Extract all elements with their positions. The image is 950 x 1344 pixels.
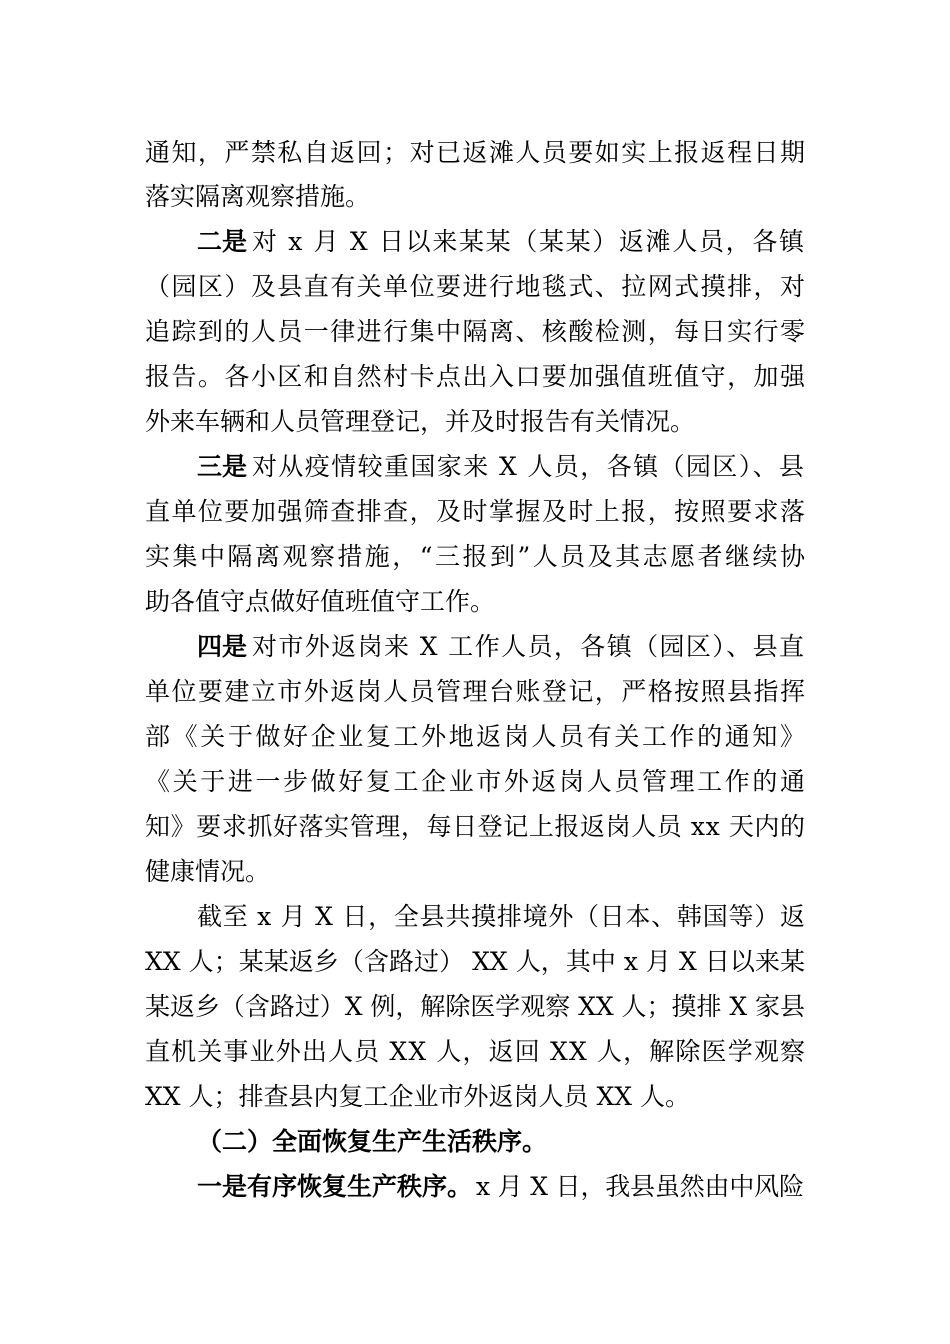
text-line [0,130,950,176]
text-line [0,759,950,805]
text-line [0,804,950,850]
paragraph-text: 直单位要加强筛查排查，及时掌握及时上报，按照要求落 [145,497,807,526]
paragraph-text: 健康情况。 [145,857,271,886]
text-line [0,174,950,220]
paragraph-text: 落实隔离观察措施。 [145,182,371,211]
text-line [0,219,950,265]
text-line [0,849,950,895]
paragraph-text: 外来车辆和人员管理登记，并及时报告有关情况。 [145,407,696,436]
text-line [0,579,950,625]
paragraph-text: 通知，严禁私自返回；对已返滩人员要如实上报返程日期 [145,138,807,167]
paragraph-lead: 一是有序恢复生产秩序。 [197,1172,473,1201]
text-line [0,1029,950,1075]
text-line [0,264,950,310]
text-line [0,354,950,400]
text-line [0,984,950,1030]
paragraph-text: 对 x 月 X 日以来某某（某某）返滩人员，各镇 [252,227,806,256]
paragraph-text: 某返乡（含路过）X 例，解除医学观察 XX 人；摸排 X 家县 [145,992,805,1021]
paragraph-lead: 二是 [197,227,248,256]
text-line [0,624,950,670]
text-line [0,399,950,445]
paragraph-text: XX 人；某某返乡（含路过） XX 人，其中 x 月 X 日以来某 [145,947,806,976]
paragraph-text: 实集中隔离观察措施，“三报到”人员及其志愿者继续协 [145,542,808,571]
paragraph-text: 单位要建立市外返岗人员管理台账登记，严格按照县指挥 [145,677,807,706]
paragraph-text: x 月 X 日，我县虽然由中风险 [476,1172,804,1201]
paragraph-text: XX 人；排查县内复工企业市外返岗人员 XX 人。 [145,1082,691,1111]
text-line [0,1119,950,1165]
text-line [0,714,950,760]
paragraph-text: 截至 x 月 X 日，全县共摸排境外（日本、韩国等）返 [197,902,806,931]
text-line [0,309,950,355]
text-line [0,489,950,535]
section-heading: （二）全面恢复生产生活秩序。 [197,1127,548,1156]
paragraph-text: 部《关于做好企业复工外地返岗人员有关工作的通知》 [145,722,808,751]
paragraph-text: 报告。各小区和自然村卡点出入口要加强值班值守，加强 [145,362,807,391]
text-line [0,894,950,940]
text-line [0,1164,950,1210]
paragraph-text: 《关于进一步做好复工企业市外返岗人员管理工作的通 [145,767,808,796]
paragraph-text: 助各值守点做好值班值守工作。 [145,587,496,616]
text-line [0,939,950,985]
text-line [0,669,950,715]
text-line [0,1074,950,1120]
text-line [0,444,950,490]
paragraph-text: 对市外返岗来 X 工作人员，各镇（园区）、县直 [252,632,806,661]
paragraph-text: 对从疫情较重国家来 X 人员，各镇（园区）、县 [252,452,806,481]
paragraph-text: 直机关事业外出人员 XX 人，返回 XX 人，解除医学观察 [145,1037,807,1066]
paragraph-text: 知》要求抓好落实管理，每日登记上报返岗人员 xx 天内的 [145,812,806,841]
paragraph-lead: 四是 [197,632,248,661]
paragraph-text: 追踪到的人员一律进行集中隔离、核酸检测，每日实行零 [145,317,807,346]
paragraph-text: （园区）及县直有关单位要进行地毯式、拉网式摸排，对 [145,272,807,301]
text-line [0,534,950,580]
paragraph-lead: 三是 [197,452,248,481]
